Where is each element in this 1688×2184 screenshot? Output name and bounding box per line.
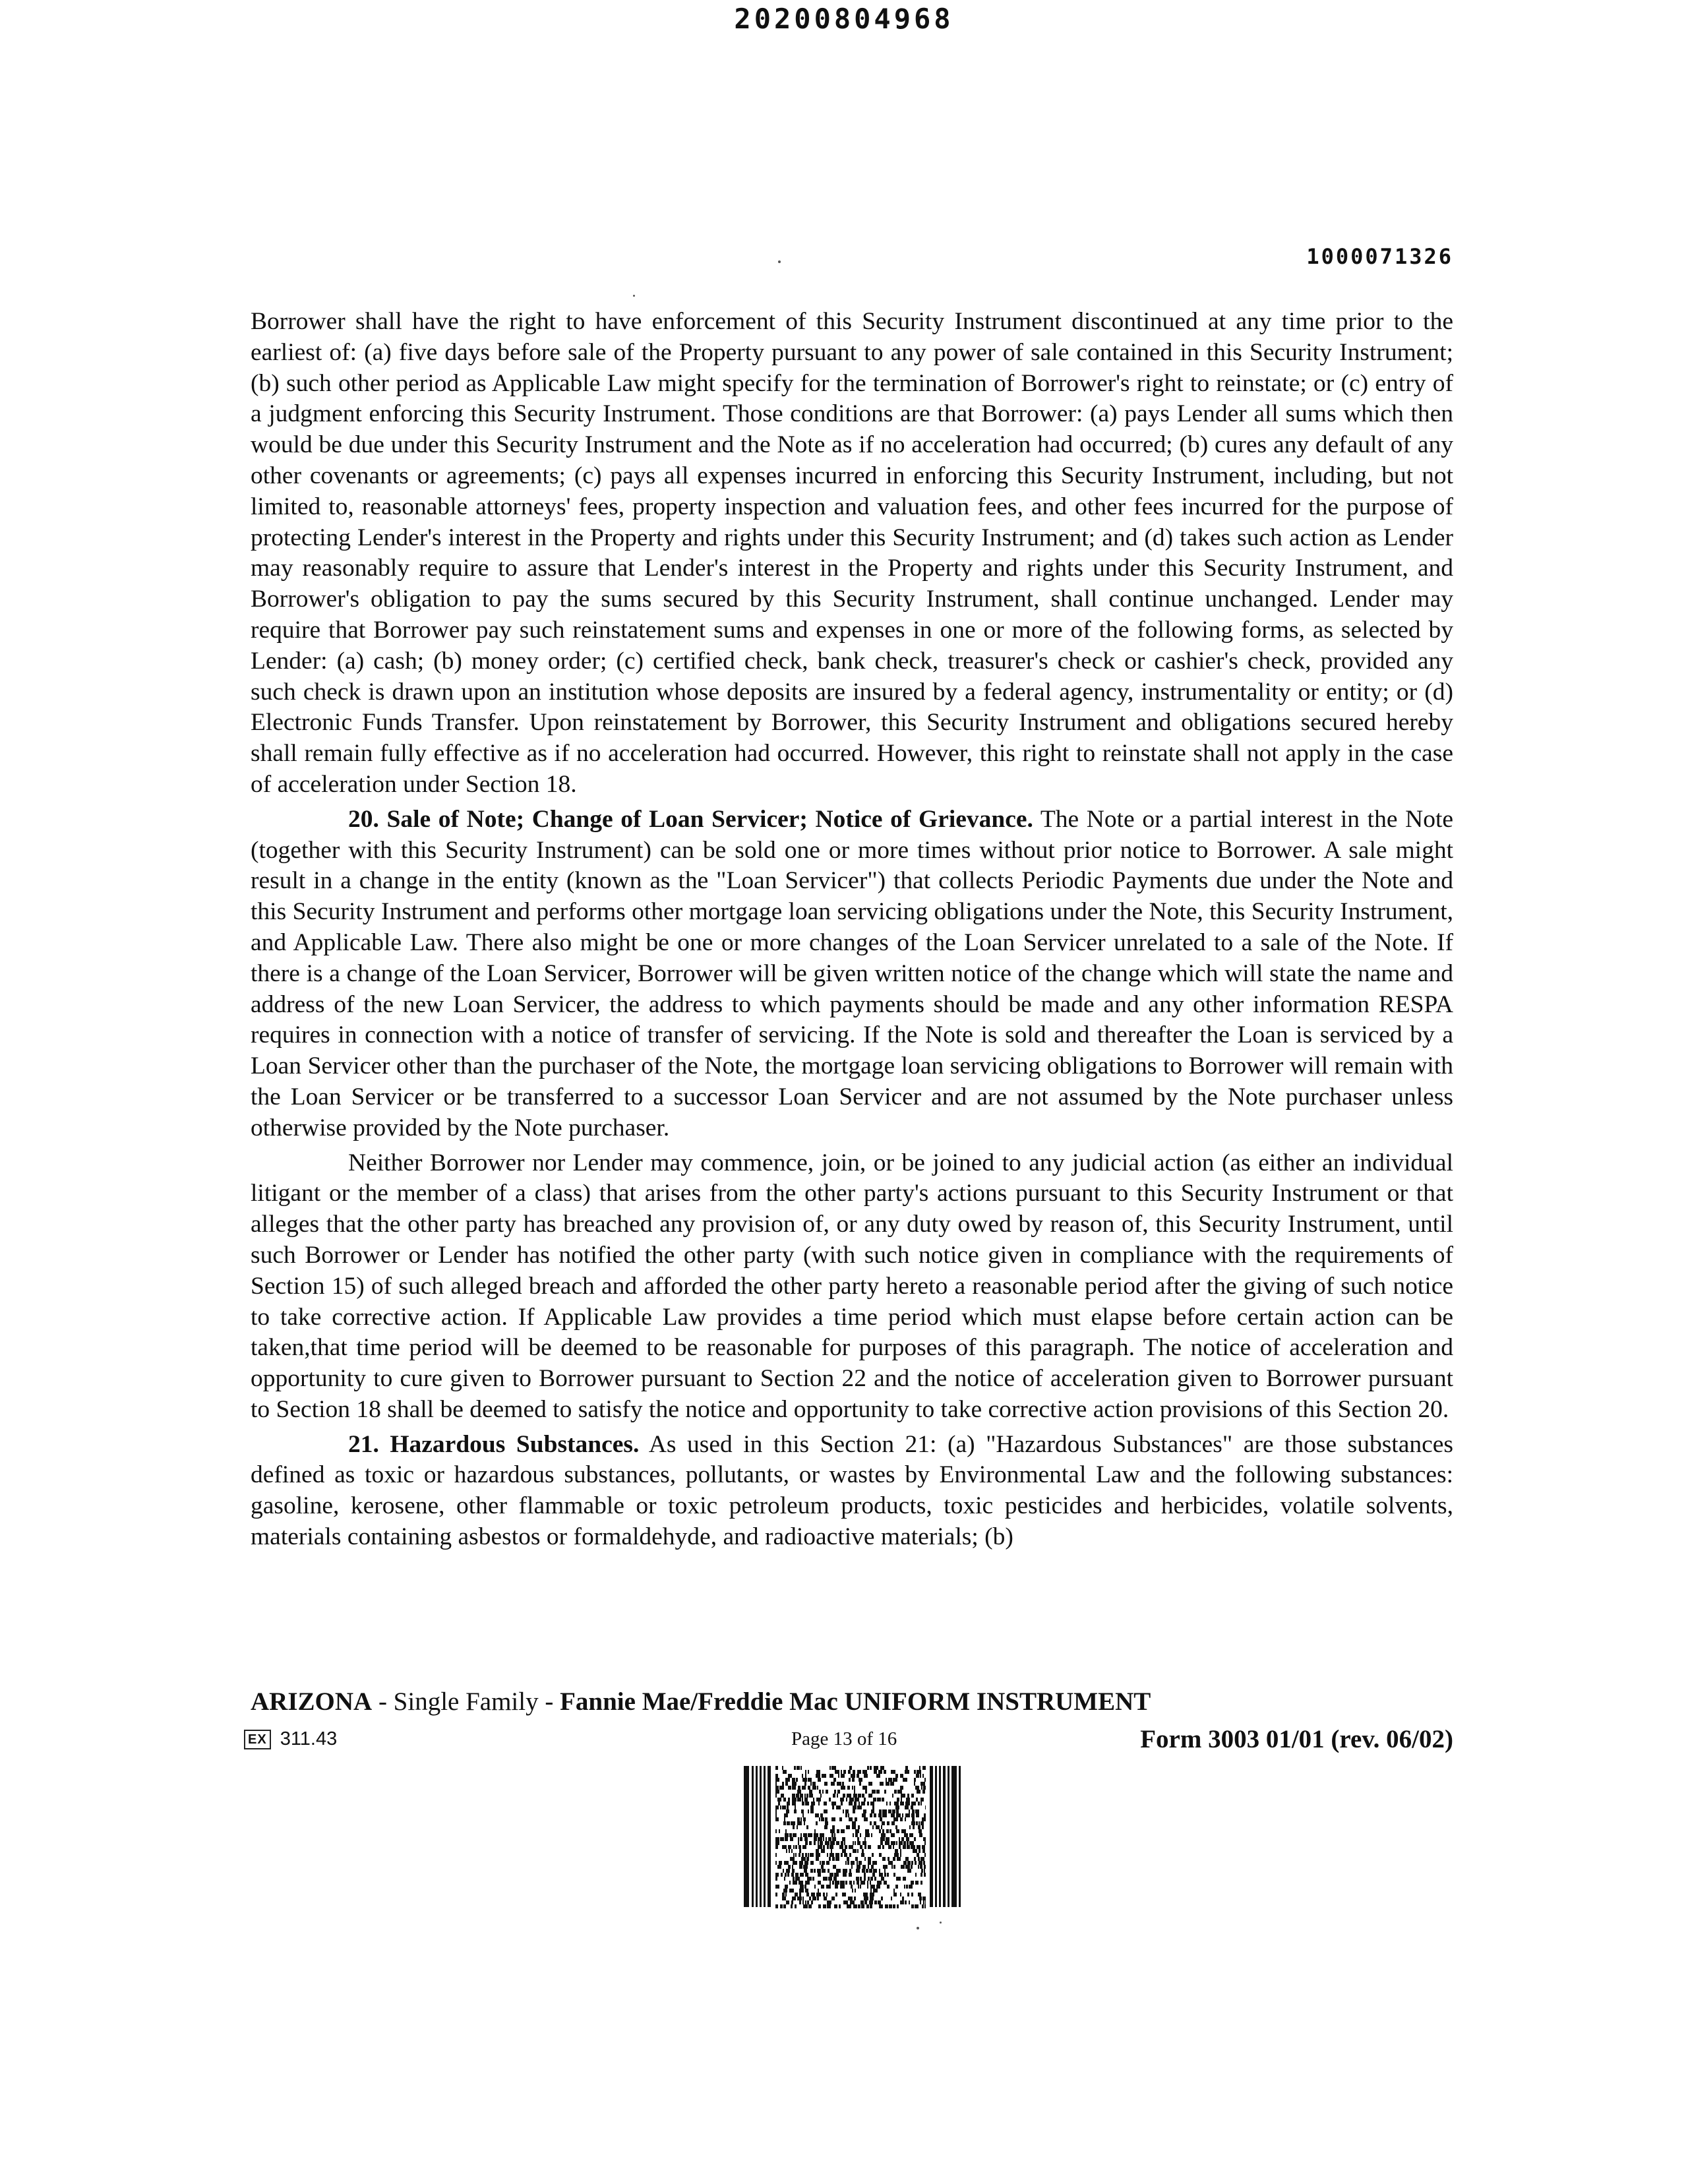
section-21-text: As used in this Section 21: (a) "Hazardous Substances" are those substances defined as toxic or hazardous substances, pollutants, or wastes by Environmental Law and the following substances: gasoline, kerosene, other flammable or toxic petroleum products, toxic pesticides and herbicides, volatile solvents, materials containing asbestos or formaldehyde, and radioactive materials; (b) <box>251 1430 1453 1551</box>
barcode-2d <box>744 1761 961 1912</box>
form-number: Form 3003 01/01 (rev. 06/02) <box>1140 1725 1453 1753</box>
scan-speck <box>633 295 635 297</box>
scan-speck <box>778 260 781 263</box>
reinstatement-paragraph: Borrower shall have the right to have enforcement of this Security Instrument discontinued at any time prior to the earliest of: (a) five days before sale of the Property pursuant to any power of sale contained in this Security Instrument; (b) such other period as Applicable Law might specify for the termination of Borrower's right to reinstate; or (c) entry of a judgment enforcing this Security Instrument. Those conditions are that Borrower: (a) pays Lender all sums which then would be due under this Security Instrument and the Note as if no acceleration had occurred; (b) cures any default of any other covenants or agreements; (c) pays all expenses incurred in enforcing this Security Instrument, including, but not limited to, reasonable attorneys' fees, property inspection and valuation fees, and other fees incurred for the purpose of protecting Lender's interest in the Property and rights under this Security Instrument; and (d) takes such action as Lender may reasonably require to assure that Lender's interest in the Property and rights under this Security Instrument, and Borrower's obligation to pay the sums secured by this Security Instrument, shall continue unchanged. Lender may require that Borrower pay such reinstatement sums and expenses in one or more of the following forms, as selected by Lender: (a) cash; (b) money order; (c) certified check, bank check, treasurer's check or cashier's check, provided any such check is drawn upon an institution whose deposits are insured by a federal agency, instrumentality or entity; or (d) Electronic Funds Transfer. Upon reinstatement by Borrower, this Security Instrument and obligations secured hereby shall remain fully effective as if no acceleration had occurred. However, this right to reinstate shall not apply in the case of acceleration under Section 18. <box>251 308 1453 798</box>
loan-number: 1000071326 <box>1306 244 1453 269</box>
section-20-heading: 20. Sale of Note; Change of Loan Servicer; Notice of Grievance. <box>348 805 1033 833</box>
form-state: ARIZONA <box>251 1687 373 1716</box>
grievance-paragraph: Neither Borrower nor Lender may commence, join, or be joined to any judicial action (as either an individual litigant or the member of a class) that arises from the other party's actions pursuant to this Security Instrument or that alleges that the other party has breached any provision of, or any duty owed by reason of, this Security Instrument, until such Borrower or Lender has notified the other party (with such notice given in compliance with the requirements of Section 15) of such alleged breach and afforded the other party hereto a reasonable period after the giving of such notice to take corrective action. If Applicable Law provides a time period which must elapse before certain action can be taken,that time period will be deemed to be reasonable for purposes of this paragraph. The notice of acceleration and opportunity to cure given to Borrower pursuant to Section 22 and the notice of acceleration given to Borrower pursuant to Section 18 shall be deemed to satisfy the notice and opportunity to take corrective action provisions of this Section 20. <box>251 1149 1453 1423</box>
section-21-heading: 21. Hazardous Substances. <box>348 1430 640 1458</box>
ellie-mae-logo: EX <box>244 1730 271 1749</box>
section-20-text: The Note or a partial interest in the Note (together with this Security Instrument) can be sold one or more times without prior notice to Borrower. A sale might result in a change in the entity (known as the "Loan Servicer") that collects Periodic Payments due under the Note and this Security Instrument and performs other mortgage loan servicing obligations under the Note, this Security Instrument, and Applicable Law. There also might be one or more changes of the Loan Servicer unrelated to a sale of the Note. If there is a change of the Loan Servicer, Borrower will be given written notice of the change which will state the name and address of the new Loan Servicer, the address to which payments should be made and any other information RESPA requires in connection with a notice of transfer of servicing. If the Note is sold and thereafter the Loan is serviced by a Loan Servicer other than the purchaser of the Note, the mortgage loan servicing obligations to Borrower will remain with the Loan Servicer or be transferred to a successor Loan Servicer and are not assumed by the Note purchaser unless otherwise provided by the Note purchaser. <box>251 805 1454 1141</box>
form-code <box>244 1728 337 1750</box>
recording-number: 20200804968 <box>734 3 954 35</box>
form-title-separator: - Single Family - <box>372 1687 560 1716</box>
scan-speck <box>917 1927 919 1929</box>
document-body <box>251 307 1453 1553</box>
scan-speck <box>940 1922 942 1924</box>
page-number: Page 13 of 16 <box>791 1728 897 1749</box>
form-code-number: 311.43 <box>280 1728 338 1749</box>
section-20-paragraph <box>251 804 1453 1144</box>
section-21-paragraph <box>251 1430 1453 1553</box>
form-title <box>251 1687 1151 1716</box>
form-instrument-name: Fannie Mae/Freddie Mac UNIFORM INSTRUMENT <box>560 1687 1151 1716</box>
